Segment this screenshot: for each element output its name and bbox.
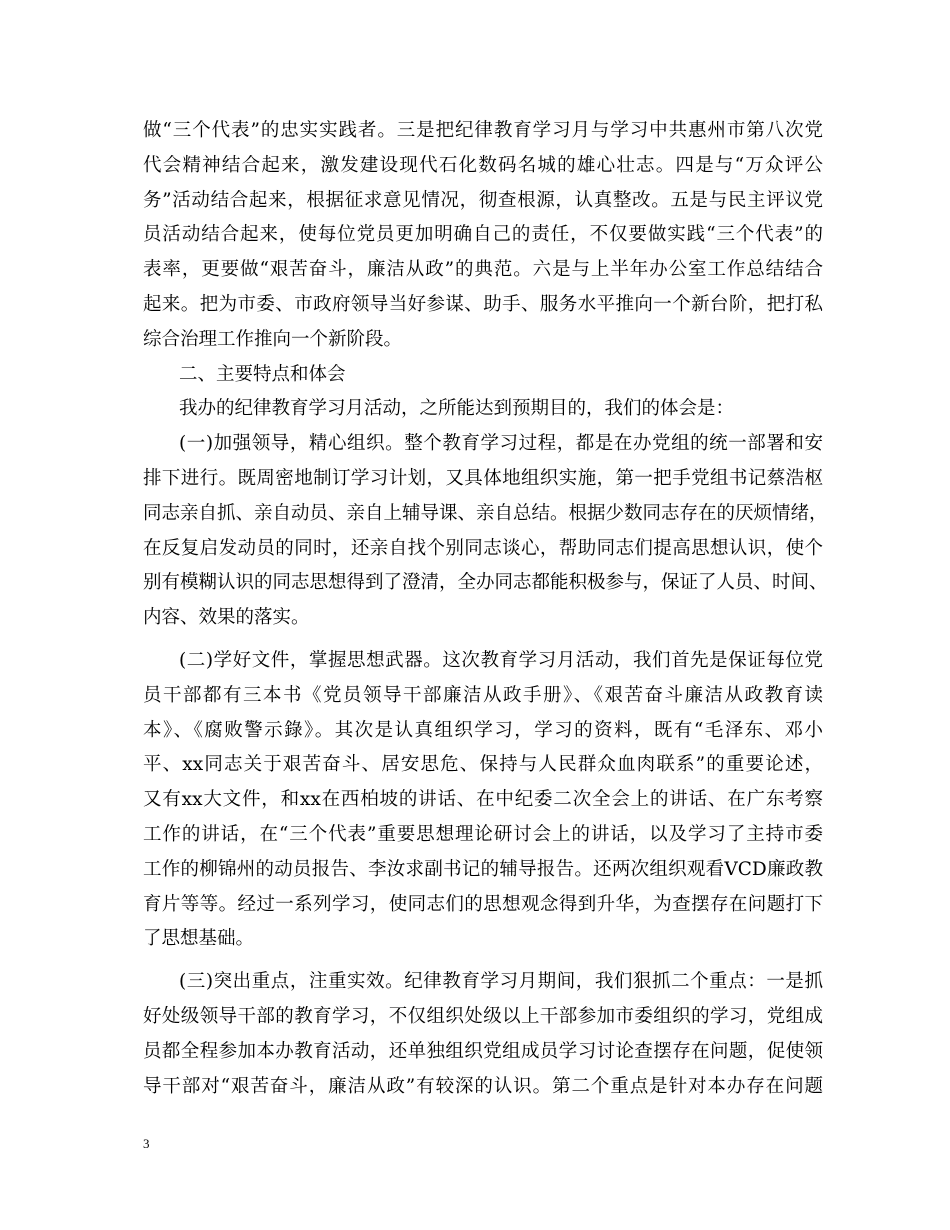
text-line: 在反复启发动员的同时，还亲自找个别同志谈心，帮助同志们提高思想认识，使个 bbox=[143, 537, 823, 559]
text-line: 工作的柳锦州的动员报告、李汝求副书记的辅导报告。还两次组织观看VCD廉政教 bbox=[143, 858, 823, 880]
text-line: (二)学好文件，掌握思想武器。这次教育学习月活动，我们首先是保证每位党 bbox=[179, 649, 823, 671]
text-line: 平、xx同志关于艰苦奋斗、居安思危、保持与人民群众血肉联系”的重要论述， bbox=[143, 754, 823, 776]
text-line: 务”活动结合起来，根据征求意见情况，彻查根源，认真整改。五是与民主评议党 bbox=[143, 189, 823, 211]
text-line: 导干部对“艰苦奋斗，廉洁从政”有较深的认识。第二个重点是针对本办存在问题 bbox=[143, 1075, 823, 1097]
text-line: 工作的讲话，在“三个代表”重要思想理论研讨会上的讲话，以及学习了主持市委 bbox=[143, 823, 823, 845]
text-line: 了思想基础。 bbox=[143, 928, 255, 950]
text-line: 代会精神结合起来，激发建设现代石化数码名城的雄心壮志。四是与“万众评公 bbox=[143, 154, 823, 176]
text-line: 别有模糊认识的同志思想得到了澄清，全办同志都能积极参与，保证了人员、时间、 bbox=[143, 572, 828, 594]
text-line: 做“三个代表”的忠实实践者。三是把纪律教育学习月与学习中共惠州市第八次党 bbox=[143, 120, 823, 141]
paragraph-gap bbox=[143, 957, 823, 965]
document-body bbox=[143, 114, 828, 1104]
text-line: 二、主要特点和体会 bbox=[179, 363, 346, 385]
page-number: 3 bbox=[143, 1136, 150, 1151]
text-line: 育片等等。经过一系列学习，使同志们的思想观念得到升华，为查摆存在问题打下 bbox=[143, 893, 823, 915]
text-line: (一)加强领导，精心组织。整个教育学习过程，都是在办党组的统一部署和安 bbox=[179, 433, 823, 455]
text-line: 员干部都有三本书《党员领导干部廉洁从政手册》、《艰苦奋斗廉洁从政教育读 bbox=[143, 684, 823, 706]
text-line: 员活动结合起来，使每位党员更加明确自己的责任，不仅要做实践“三个代表”的 bbox=[143, 224, 823, 246]
text-line: 我办的纪律教育学习月活动，之所能达到预期目的，我们的体会是： bbox=[179, 398, 735, 420]
text-line: 表率，更要做“艰苦奋斗，廉洁从政”的典范。六是与上半年办公室工作总结结合 bbox=[143, 259, 823, 281]
text-line: 排下进行。既周密地制订学习计划，又具体地组织实施，第一把手党组书记蔡浩枢 bbox=[143, 467, 823, 489]
text-line: 员都全程参加本办教育活动，还单独组织党组成员学习讨论查摆存在问题，促使领 bbox=[143, 1040, 823, 1062]
text-line: 又有xx大文件，和xx在西柏坡的讲话、在中纪委二次全会上的讲话、在广东考察 bbox=[143, 789, 823, 811]
text-line: 起来。把为市委、市政府领导当好参谋、助手、服务水平推向一个新台阶，把打私 bbox=[143, 293, 823, 315]
text-line: 综合治理工作推向一个新阶段。 bbox=[143, 328, 403, 350]
paragraph-gap bbox=[143, 636, 823, 644]
text-line: 好处级领导干部的教育学习，不仅组织处级以上干部参加市委组织的学习，党组成 bbox=[143, 1005, 823, 1027]
text-line: 本》、《腐败警示錄》。其次是认真组织学习，学习的资料，既有“毛泽东、邓小 bbox=[143, 719, 823, 741]
text-line: (三)突出重点，注重实效。纪律教育学习月期间，我们狠抓二个重点：一是抓 bbox=[179, 971, 823, 993]
text-line: 同志亲自抓、亲自动员、亲自上辅导课、亲自总结。根据少数同志存在的厌烦情绪， bbox=[143, 502, 828, 524]
text-line: 内容、效果的落实。 bbox=[143, 607, 310, 629]
